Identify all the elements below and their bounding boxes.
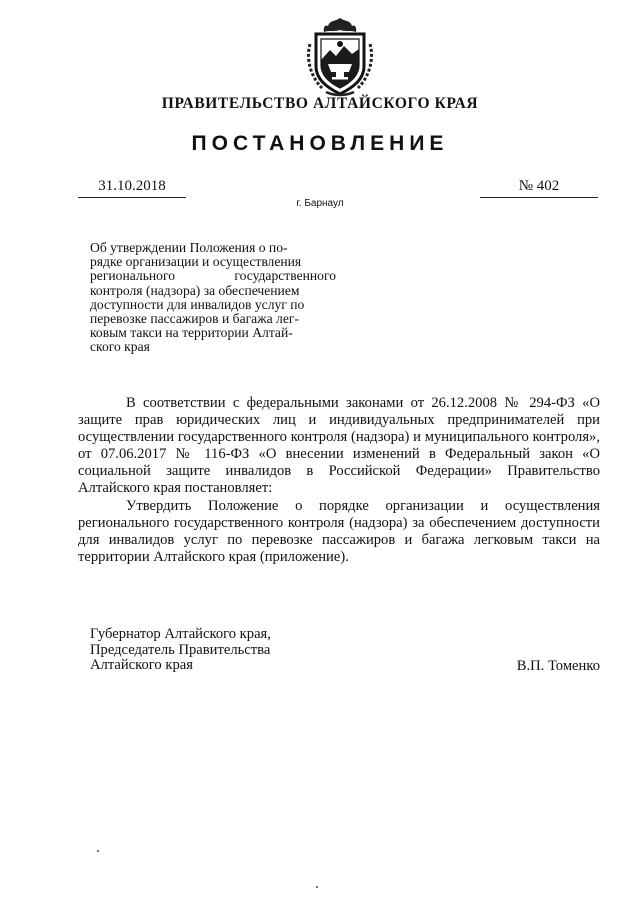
- subject-line: рядке организации и осуществления: [90, 254, 302, 270]
- document-city: г. Барнаул: [296, 198, 344, 209]
- signatory-title-line: Губернатор Алтайского края,: [90, 626, 271, 642]
- subject-line: перевозке пассажиров и багажа лег-: [90, 311, 299, 327]
- subject-line: ского края: [90, 339, 150, 355]
- subject-line: Об утверждении Положения о по-: [90, 240, 288, 255]
- document-type-title: ПОСТАНОВЛЕНИЕ: [191, 132, 449, 155]
- subject-line: регионального государственного: [90, 268, 336, 284]
- body-paragraph-preamble: В соответствии с федеральными законами от 26.12.2008 № 294-ФЗ «О защите прав юридических лиц и индивидуальных предпринимателей при осуществлении государственного контроля (надзора) и муниципального контроля», от 07.06.2017 № 116-ФЗ «О внесении изменений в Федеральный закон «О социальной защите инвалидов в Российской Федерации» Правительство Алтайского края постановляет:: [78, 395, 600, 497]
- subject-line: ковым такси на территории Алтай-: [90, 325, 293, 341]
- document-number: № 402: [480, 178, 598, 198]
- signatory-name: В.П. Томенко: [516, 658, 600, 674]
- body-paragraph-resolution: Утвердить Положение о порядке организации и осуществления регионального государственного контроля (надзора) за обеспечением доступности для инвалидов услуг по перевозке пассажиров и багажа легковым такси на территории Алтайского края (приложение).: [78, 497, 600, 565]
- scan-speck: [97, 850, 99, 852]
- scan-speck: [316, 886, 318, 888]
- document-date: 31.10.2018: [78, 178, 186, 198]
- signatory-title: [90, 627, 350, 674]
- signatory-title-line: Алтайского края: [90, 657, 193, 674]
- coat-of-arms-icon: [300, 14, 380, 98]
- subject-line: контроля (надзора) за обеспечением: [90, 282, 300, 298]
- government-name: ПРАВИТЕЛЬСТВО АЛТАЙСКОГО КРАЯ: [161, 95, 479, 112]
- document-subject: [90, 241, 336, 355]
- signatory-title-line: Председатель Правительства: [90, 641, 271, 658]
- document-body: [78, 395, 600, 566]
- subject-line: доступности для инвалидов услуг по: [90, 296, 305, 312]
